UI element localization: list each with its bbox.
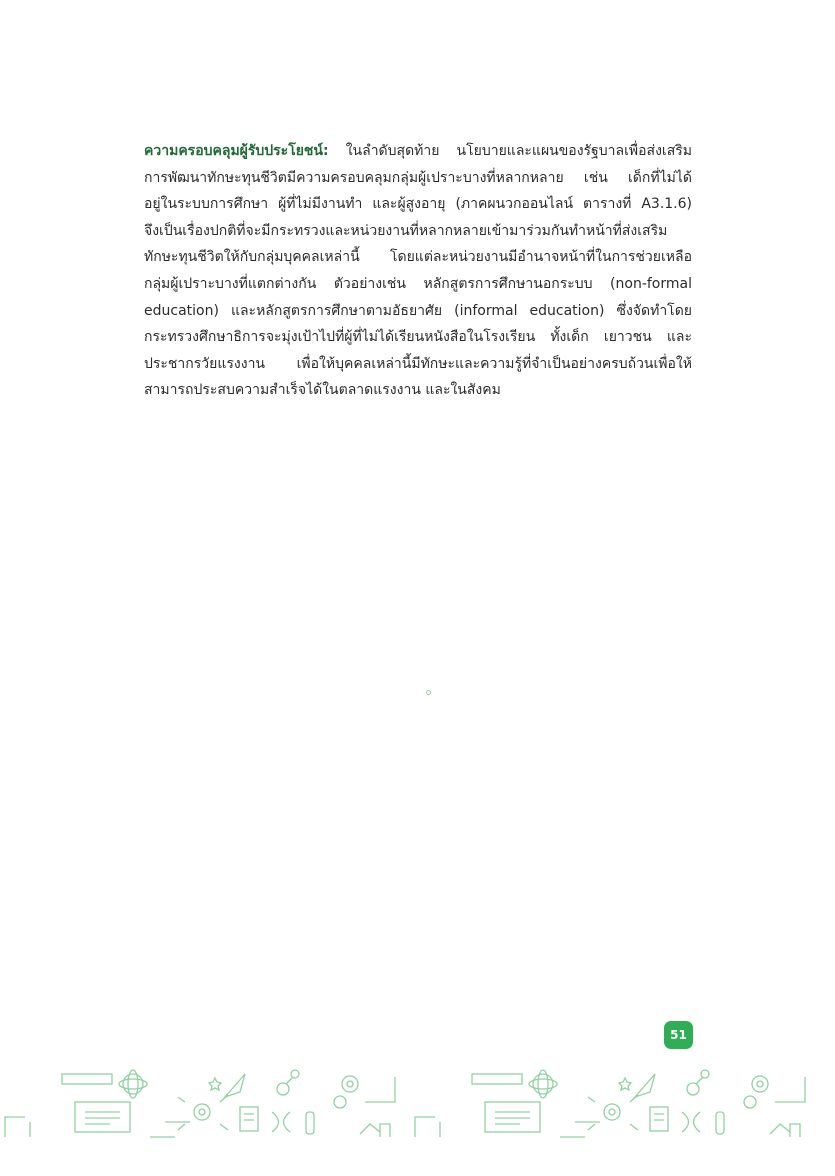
paragraph-line: ประชากรวัยแรงงาน เพื่อให้บุคคลเหล่านี้มีทักษะและความรู้ที่จำเป็นอย่างครบถ้วนเพื่อให้	[144, 355, 692, 372]
small-circle-mark	[426, 690, 431, 695]
paragraph-line: กลุ่มผู้เปราะบางที่แตกต่างกัน ตัวอย่างเช่น หลักสูตรการศึกษานอกระบบ (non-formal	[144, 275, 692, 292]
line-text: ในลำดับสุดท้าย นโยบายและแผนของรัฐบาลเพื่อส่งเสริม	[328, 143, 692, 159]
education-icons-footer-illustration	[0, 1062, 835, 1142]
paragraph-line: education) และหลักสูตรการศึกษาตามอัธยาศัย (informal education) ซึ่งจัดทำโดย	[144, 302, 692, 319]
paragraph-line: ทักษะทุนชีวิตให้กับกลุ่มบุคคลเหล่านี้ โดยแต่ละหน่วยงานมีอำนาจหน้าที่ในการช่วยเหลือ	[144, 249, 692, 266]
paragraph-line: อยู่ในระบบการศึกษา ผู้ที่ไม่มีงานทำ และผู้สูงอายุ (ภาคผนวกออนไลน์ ตารางที่ A3.1.6)	[144, 196, 692, 213]
paragraph-line: จึงเป็นเรื่องปกติที่จะมีกระทรวงและหน่วยงานที่หลากหลายเข้ามาร่วมกันทำหน้าที่ส่งเสริม	[144, 222, 668, 239]
paragraph-line: สามารถประสบความสำเร็จได้ในตลาดแรงงาน และในสังคม	[144, 382, 501, 399]
footer-icon-pattern	[5, 1070, 395, 1137]
body-paragraph	[144, 138, 692, 404]
paragraph-lead-heading: ความครอบคลุมผู้รับประโยชน์:	[144, 143, 329, 159]
paragraph-line	[144, 138, 692, 165]
paragraph-line: การพัฒนาทักษะทุนชีวิตมีความครอบคลุมกลุ่มผู้เปราะบางที่หลากหลาย เช่น เด็กที่ไม่ได้	[144, 169, 692, 186]
paragraph-line: กระทรวงศึกษาธิการจะมุ่งเป้าไปที่ผู้ที่ไม่ได้เรียนหนังสือในโรงเรียน ทั้งเด็ก เยาวชน และ	[144, 329, 692, 346]
page-number-badge: 51	[664, 1021, 693, 1049]
